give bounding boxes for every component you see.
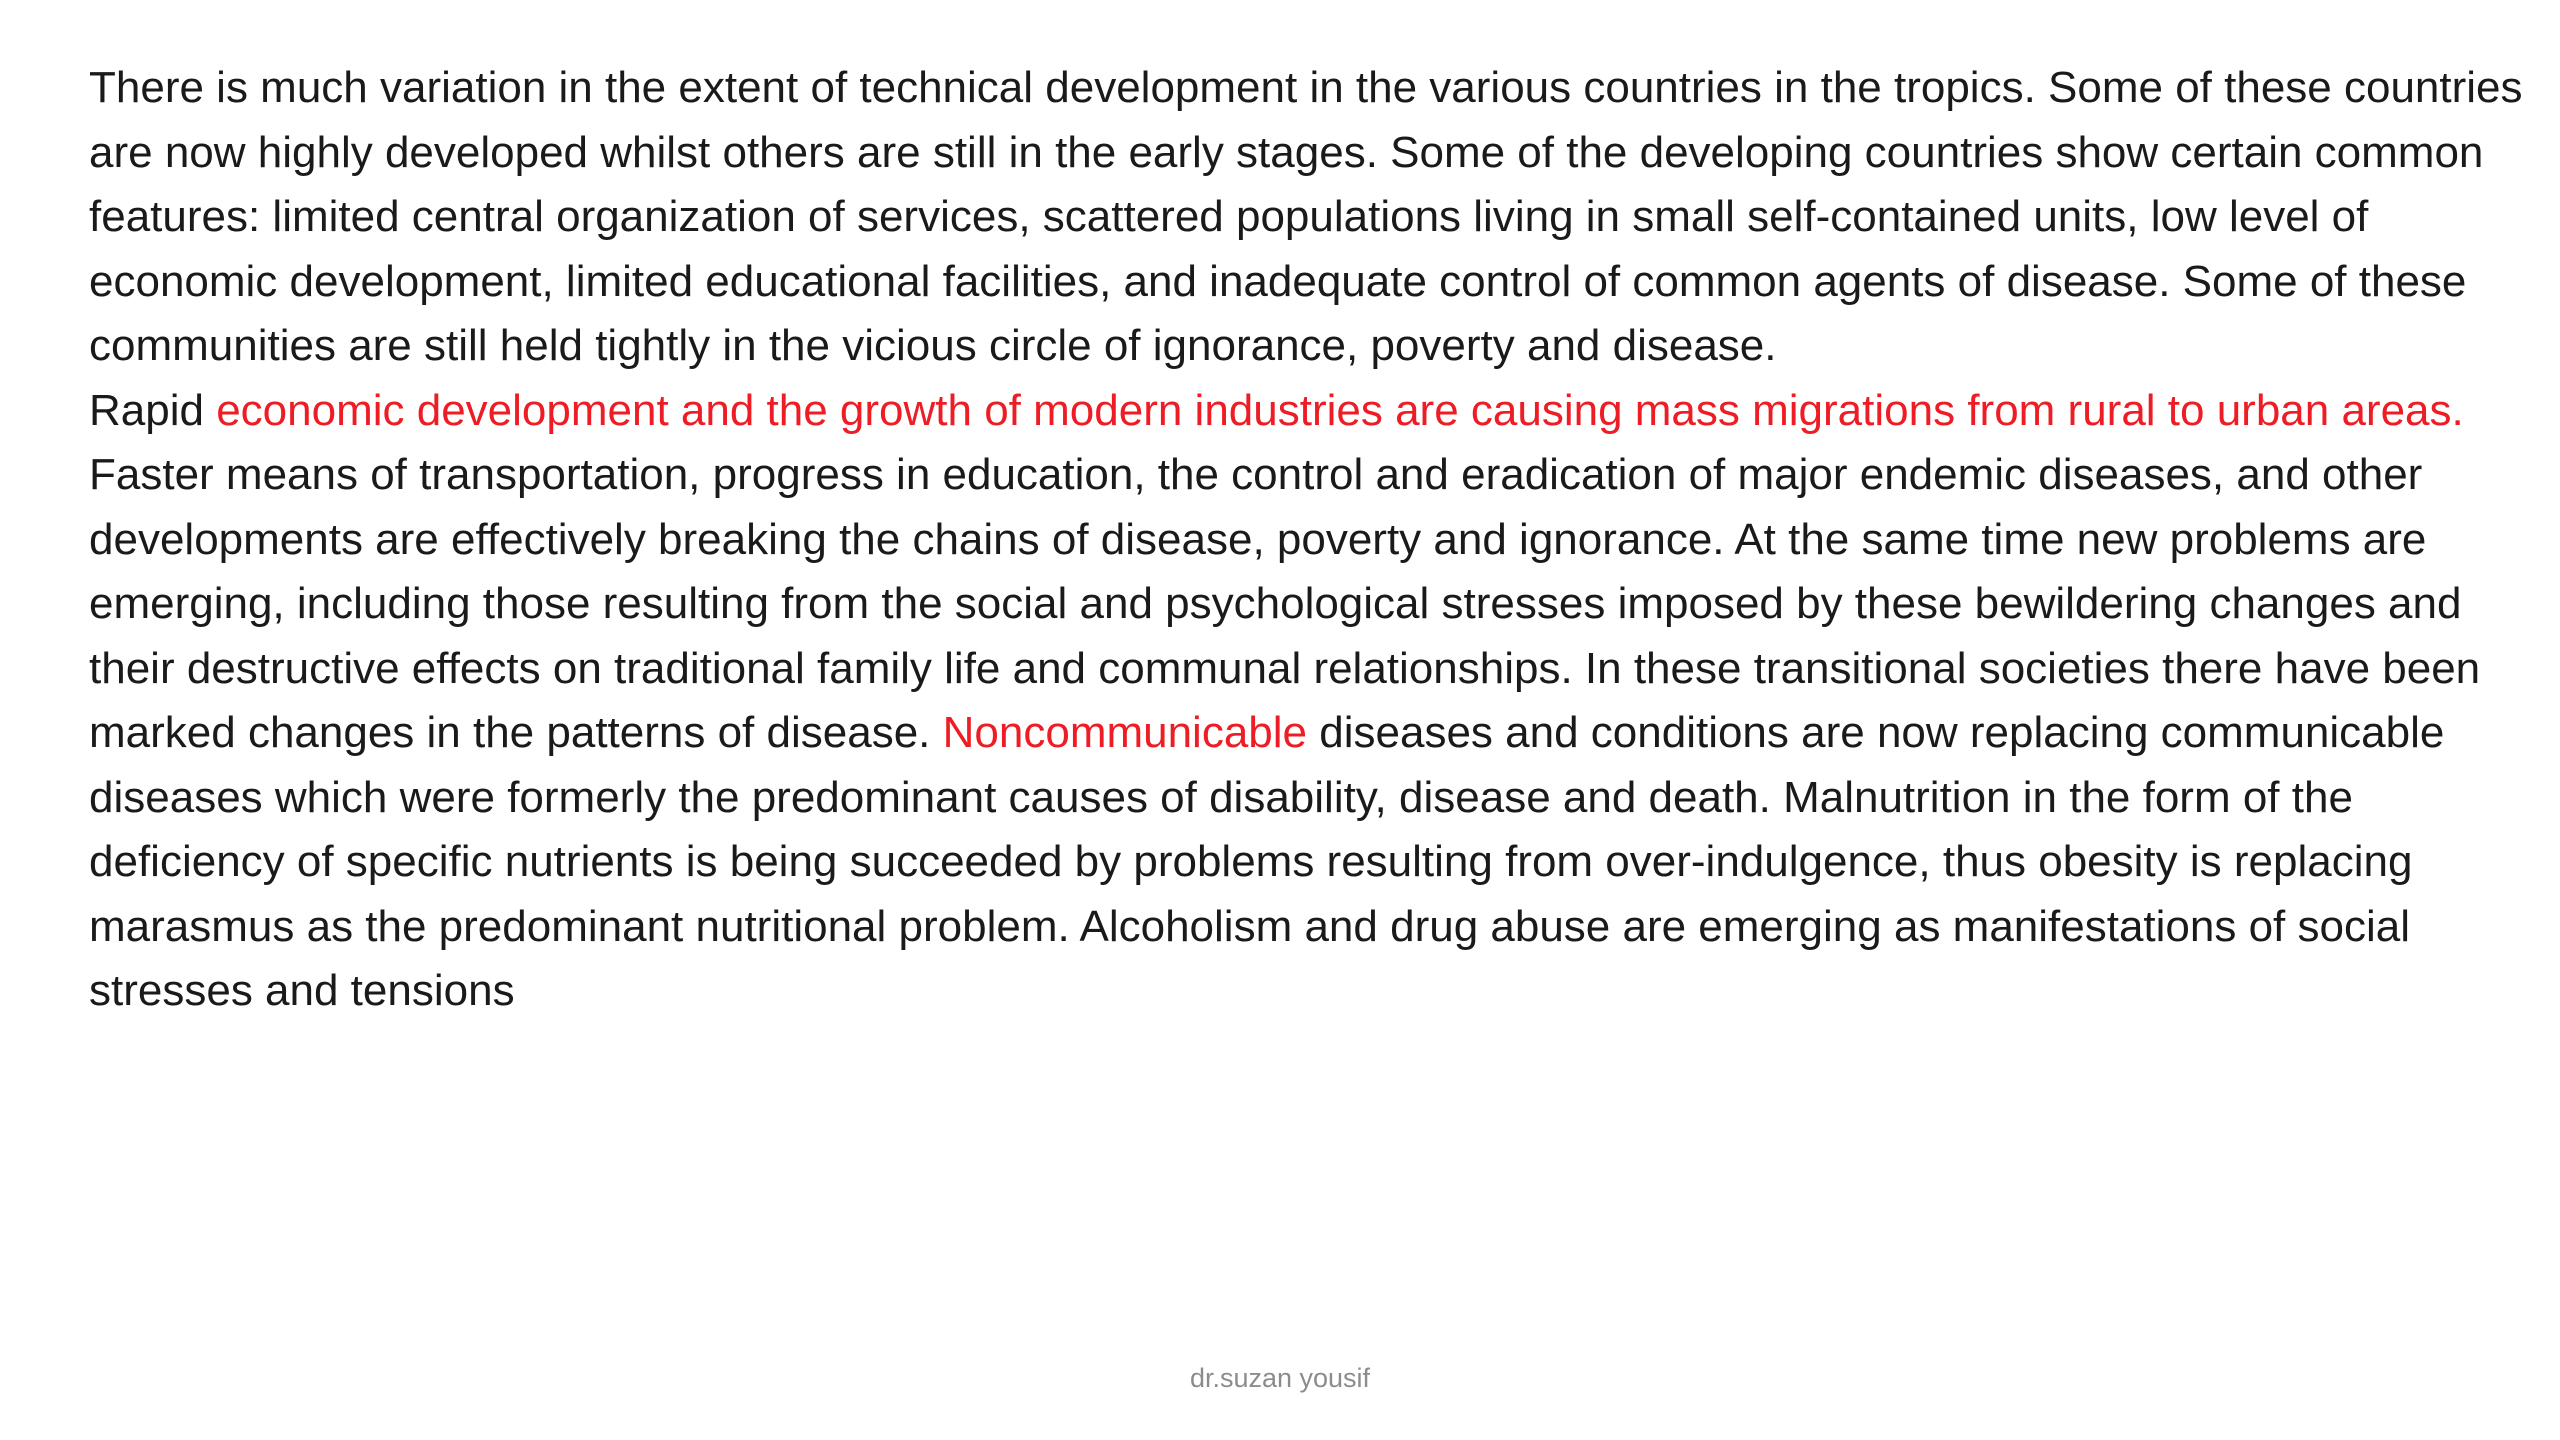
paragraph-tropics-overview: There is much variation in the extent of technical development in the various countries in the tropics. Some of these countries are now highly developed whilst others are still in the early stages. Some of the developing countries show certain common features: limited central organization of services, scattered populations living in small self-contained units, low level of economic development, limited educational facilities, and inadequate control of common agents of disease. Some of these communities are still held tightly in the vicious circle of ignorance, poverty and disease. — [89, 63, 2523, 370]
paragraph-tail-text: diseases and conditions are now replacing communicable diseases which were formerly the predominant causes of disability, disease and death. Malnutrition in the form of the deficiency of specific nutrients is being succeeded by problems resulting from over-indulgence, thus obesity is replacing marasmus as the predominant nutritional problem. Alcoholism and drug abuse are emerging as manifestations of social stresses and tensions — [89, 708, 2445, 1015]
slide-body-text — [89, 56, 2529, 1024]
highlight-migration-sentence: economic development and the growth of modern industries are causing mass migrations from rural to urban areas. — [216, 385, 2464, 435]
paragraph-lead-word: Rapid — [89, 385, 217, 435]
highlight-noncommunicable: Noncommunicable — [942, 708, 1308, 757]
footer-author: dr.suzan yousif — [1189, 1363, 1371, 1393]
paragraph-transition — [89, 379, 2529, 1024]
paragraph-middle-text: Faster means of transportation, progress in education, the control and eradication of major endemic diseases, and other developments are effectively breaking the chains of disease, poverty and ignorance. At the same time new problems are emerging, including those resulting from the social and psychological stresses imposed by these bewildering changes and their destructive effects on traditional family life and communal relationships. In these transitional societies there have been marked changes in the patterns of disease. — [89, 450, 2481, 757]
